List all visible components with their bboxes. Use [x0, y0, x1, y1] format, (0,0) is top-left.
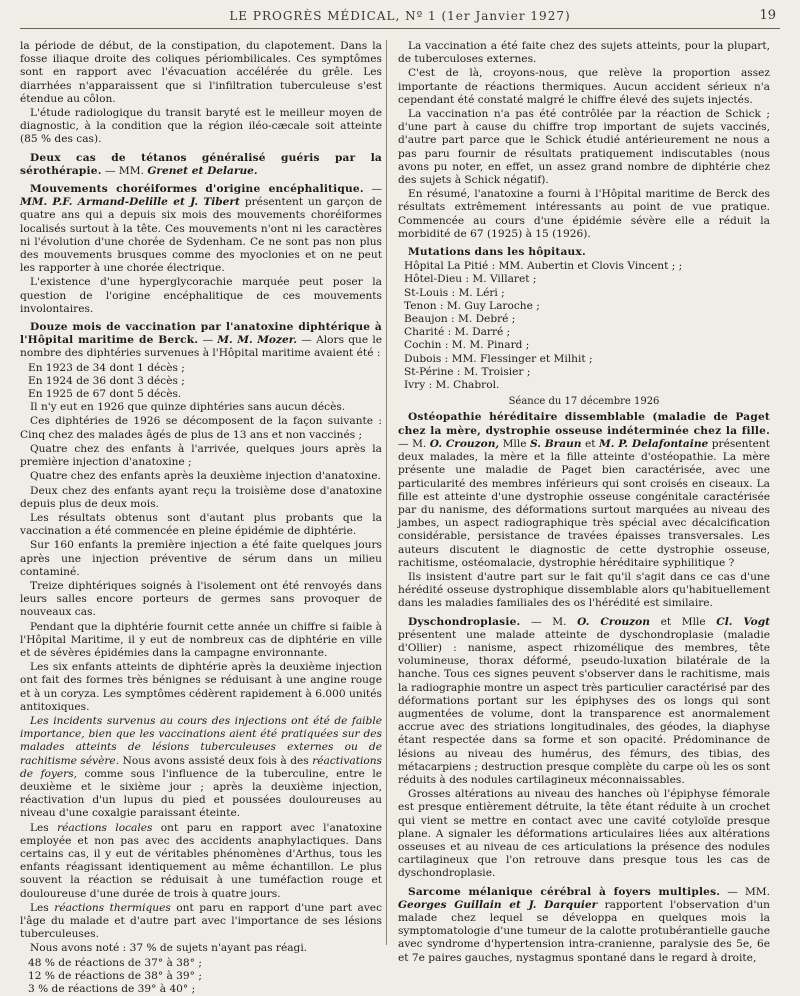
list-item: 3 % de réactions de 39° à 40° ; [28, 983, 196, 996]
list-item: Charité : M. Darré ; [404, 326, 511, 339]
list-item: St-Louis : M. Léri ; [404, 286, 505, 299]
paragraph: Nous avons noté : 37 % de sujets n'ayant pas réagi. [30, 942, 308, 955]
list-item: Hôtel-Dieu : M. Villaret ; [404, 273, 537, 286]
section-dyschondroplasie: Dyschondroplasie. — M. O. Crouzon et Mlle Cl. Vogt présentent une malade atteinte de dyschondroplasie (maladie d'Ollier) : nanisme, aspect rhizomélique des membres, tête volumineuse, thorax déformé, pseudo-luxation bilatérale de la hanche. Tous ces signes peuvent s'observer dans le rachitisme, mais la radiographie montre un aspect très particulier caractérisé par des déformations portant sur les épiphyses des os longs qui sont augmentées de volume, dont la transparence est anormalement accrue avec des striations longitudinales, des géodes, la diaphyse étant respectée dans sa forme et son opacité. Prédominance de lésions au niveau des humérus, des fémurs, des tibias, des métacarpiens ; destruction presque complète du carpe où les os sont réduits à des nodules cartilagineux méconnaissables. [398, 615, 770, 786]
list-item: Tenon : M. Guy Laroche ; [404, 299, 540, 312]
paragraph: L'existence d'une hyperglycorachie marquée peut poser la question de l'origine encéphalitique de ces mouvements involontaires. [20, 276, 382, 315]
paragraph: C'est de là, croyons-nous, que relève la proportion assez importante de réactions thermiques. Aucun accident sérieux n'a cependant été constaté malgré le chiffre élevé des sujets injectés. [398, 67, 770, 106]
section-authors: O. Crouzon [577, 615, 650, 628]
paragraph: L'étude radiologique du transit baryté est le meilleur moyen de diagnostic, à la condition que la région iléo-cæcale soit atteinte (85 % des cas). [20, 107, 382, 146]
section-authors: Grenet et Delarue. [147, 164, 258, 177]
section-sarcome: Sarcome mélanique cérébral à foyers multiples. — MM. Georges Guillain et J. Darquier rapportent l'observation d'un malade chez lequel se développa en quelques mois la symptomatologie d'une tumeur de la calotte protubérantielle gauche avec syndrome d'hypertension intra-cranienne, paralysie des 5e, 6e et 7e paires gauches, nystagmus spontané dans le regard à droite, [398, 885, 771, 964]
paragraph: Pendant que la diphtérie fournit cette année un chiffre si faible à l'Hôpital Maritime, il y eut de nombreux cas de diphtérie en ville et de sévères épidémies dans la campagne environnante. [20, 620, 382, 659]
list-item: En 1924 de 36 dont 3 décès ; [28, 374, 185, 387]
paragraph: Les réactions locales ont paru en rapport avec l'anatoxine employée et non pas avec des accidents anaphylactiques. Dans certains cas, il y eut de véritables phénomènes d'Arthus, tous les enfants réagissant identiquement au même échantillon. Le plus souvent la réaction se réduisait à une tuméfaction rouge et douloureuse d'une durée de trois à quatre jours. [20, 821, 383, 900]
paragraph: En résumé, l'anatoxine a fourni à l'Hôpital maritime de Berck des résultats extrêmement intéressants au point de vue pratique. Commencée au cours d'une épidémie sévère elle a réduit la morbidité de 67 (1925) à 15 (1926). [398, 188, 770, 240]
paragraph: Les réactions thermiques ont paru en rapport d'une part avec l'âge du malade et d'autre part avec l'importance de ses lésions tuberculeuses. [20, 901, 383, 941]
session-date: Séance du 17 décembre 1926 [508, 396, 660, 408]
section-title: Dyschondroplasie. [408, 615, 521, 628]
list-item: Cochin : M. M. Pinard ; [404, 339, 530, 352]
section-vaccination: Douze mois de vaccination par l'anatoxine diphtérique à l'Hôpital maritime de Berck. — M. M. Mozer. — Alors que le nombre des diphtéries survenues à l'Hôpital maritime avaient été : [20, 321, 382, 360]
paragraph: Les résultats obtenus sont d'autant plus probants que la vaccination a été commencée en pleine épidémie de diphtérie. [20, 511, 382, 538]
paragraph: La vaccination a été faite chez des sujets atteints, pour la plupart, de tuberculoses externes. [398, 40, 770, 66]
section-title: Sarcome mélanique cérébral à foyers multiples. [408, 885, 721, 898]
paragraph: Les six enfants atteints de diphtérie après la deuxième injection ont fait des formes très bénignes se réduisant à une angine rouge et à un coryza. Les symptômes cédèrent rapidement à 6.000 unités antitoxiques. [20, 661, 382, 713]
paragraph: Treize diphtériques soignés à l'isolement ont été renvoyés dans leurs salles encore porteurs de germes sans provoquer de nouveaux cas. [20, 579, 382, 619]
paragraph: Quatre chez des enfants à l'arrivée, quelques jours après la première injection d'anatoxine ; [20, 442, 382, 469]
list-item: 12 % de réactions de 38° à 39° ; [28, 969, 202, 982]
section-title: Mutations dans les hôpitaux. [408, 246, 586, 259]
running-title: LE PROGRÈS MÉDICAL, Nº 1 (1er Janvier 1927) [229, 9, 571, 23]
paragraph: Il n'y eut en 1926 que quinze diphtéries sans aucun décès. [30, 401, 346, 414]
section-choreiformes: Mouvements choréiformes d'origine encéphalitique. — MM. P.F. Armand-Delille et J. Tibert présentent un garçon de quatre ans qui a depuis six mois des mouvements choréiformes localisés surtout à la tête. Ces mouvements n'ont ni les caractères ni l'évolution d'une chorée de Sydenham. Ce ne sont pas non plus des mouvements brusques comme des myoclonies et on ne peut les rapporter à une chorée électrique. [20, 183, 383, 275]
column-divider [386, 40, 387, 945]
page-number: 19 [759, 8, 776, 23]
list-item: Dubois : MM. Flessinger et Milhit ; [404, 352, 593, 365]
paragraph: la période de début, de la constipation, du clapotement. Dans la fosse iliaque droite des coliques périombilicales. Ces symptômes sont en rapport avec l'évacuation accélérée du grêle. Les diarrhées n'apparaissent que si l'infiltration tuberculeuse s'est étendue au côlon. [20, 40, 382, 105]
paragraph: Ces diphtéries de 1926 se décomposent de la façon suivante : Cinq chez des malades âgés de plus de 13 ans et non vaccinés ; [20, 415, 382, 441]
section-title: Mouvements choréiformes d'origine encéphalitique. [30, 183, 364, 196]
paragraph: Sur 160 enfants la première injection a été faite quelques jours après une injection préventive de sérum dans un milieu contaminé. [20, 539, 382, 578]
list-item: 48 % de réactions de 37° à 38° ; [28, 956, 202, 969]
section-title: Deux cas de tétanos généralisé guéris par la sérothérapie. [20, 151, 382, 177]
section-authors: MM. P.F. Armand-Delille et J. Tibert [20, 196, 240, 209]
paragraph: Grosses altérations au niveau des hanches où l'épiphyse fémorale est presque entièrement détruite, la tête étant réduite à un crochet qui vient se mettre en contact avec une cavité cotyloïde presque plane. A signaler les déformations articulaires liées aux altérations osseuses et au niveau de ces articulations la présence des nodules cartilagineux que l'on retrouve dans presque tous les cas de dyschondroplasie. [398, 788, 770, 880]
paragraph: La vaccination n'a pas été contrôlée par la réaction de Schick ; d'une part à cause du chiffre trop important de sujets vaccinés, d'autre part parce que le Schick étudié antérieurement ne nous a pas paru fournir de résultats pratiquement indiscutables (nous avons pu noter, en effet, un assez grand nombre de diphtérie chez des sujets à Schick négatif). [398, 108, 770, 187]
paragraph: Les incidents survenus au cours des injections ont été de faible importance, bien que les vaccinations aient été pratiquées sur des malades atteints de lésions tuberculeuses externes ou de rachitisme sévère. Nous avons assisté deux fois à des réactivations de foyers, comme sous l'influence de la tuberculine, entre le deuxième et le sixième jour ; après la deuxième injection, réactivation d'un lupus du pied et poussées douloureuses au niveau d'une coxalgie paraissant éteinte. [20, 714, 382, 820]
list-item: Ivry : M. Chabrol. [404, 379, 500, 392]
list-item: Hôpital La Pitié : MM. Aubertin et Clovis Vincent ; ; [404, 260, 683, 273]
section-osteopathie: Ostéopathie héréditaire dissemblable (maladie de Paget chez la mère, dystrophie osseuse indéterminée chez la fille. — M. O. Crouzon, Mlle S. Braun et M. P. Delafontaine présentent deux malades, la mère et la fille atteinte d'ostéopathie. La mère présente une maladie de Paget bien caractérisée, avec une particularité des membres inférieurs qui sont croisés en ciseaux. La fille est atteinte d'une dystrophie osseuse congénitale caractérisée par du nanisme, des déformations surtout marquées au niveau des jambes, un aspect radiographique très spécial avec décalcification considérable, persistance de travées épaisses transversales. Les auteurs discutent le diagnostic de cette dystrophie osseuse, rachitisme, ostéomalacie, dystrophie héréditaire syphilitique ? [398, 411, 771, 569]
left-column [20, 40, 382, 996]
running-header [20, 6, 780, 29]
paragraph: Deux chez des enfants ayant reçu la troisième dose d'anatoxine depuis plus de deux mois. [20, 484, 382, 510]
section-authors: Georges Guillain et J. Darquier [398, 898, 598, 911]
paragraph: Quatre chez des enfants après la deuxième injection d'anatoxine. [30, 470, 381, 483]
paragraph: Ils insistent d'autre part sur le fait qu'il s'agit dans ce cas d'une hérédité osseuse dystrophique dissemblable alors qu'habituellement dans les maladies familiales des os l'hérédité est similaire. [398, 570, 770, 610]
section-title: Ostéopathie héréditaire dissemblable (maladie de Paget chez la mère, dystrophie osseuse indéterminée chez la fille. [398, 411, 770, 437]
section-title: Douze mois de vaccination par l'anatoxine diphtérique à l'Hôpital maritime de Berck. [20, 321, 382, 347]
section-authors: O. Crouzon, [429, 437, 500, 450]
list-item: En 1925 de 67 dont 5 décès. [28, 388, 182, 401]
right-column [398, 40, 770, 966]
section-tetanos: Deux cas de tétanos généralisé guéris par la sérothérapie. — MM. Grenet et Delarue. [20, 151, 382, 177]
list-item: En 1923 de 34 dont 1 décès ; [28, 361, 185, 374]
section-authors: M. M. Mozer. [217, 334, 298, 347]
list-item: St-Périne : M. Troisier ; [404, 365, 531, 378]
list-item: Beaujon : M. Debré ; [404, 313, 516, 326]
